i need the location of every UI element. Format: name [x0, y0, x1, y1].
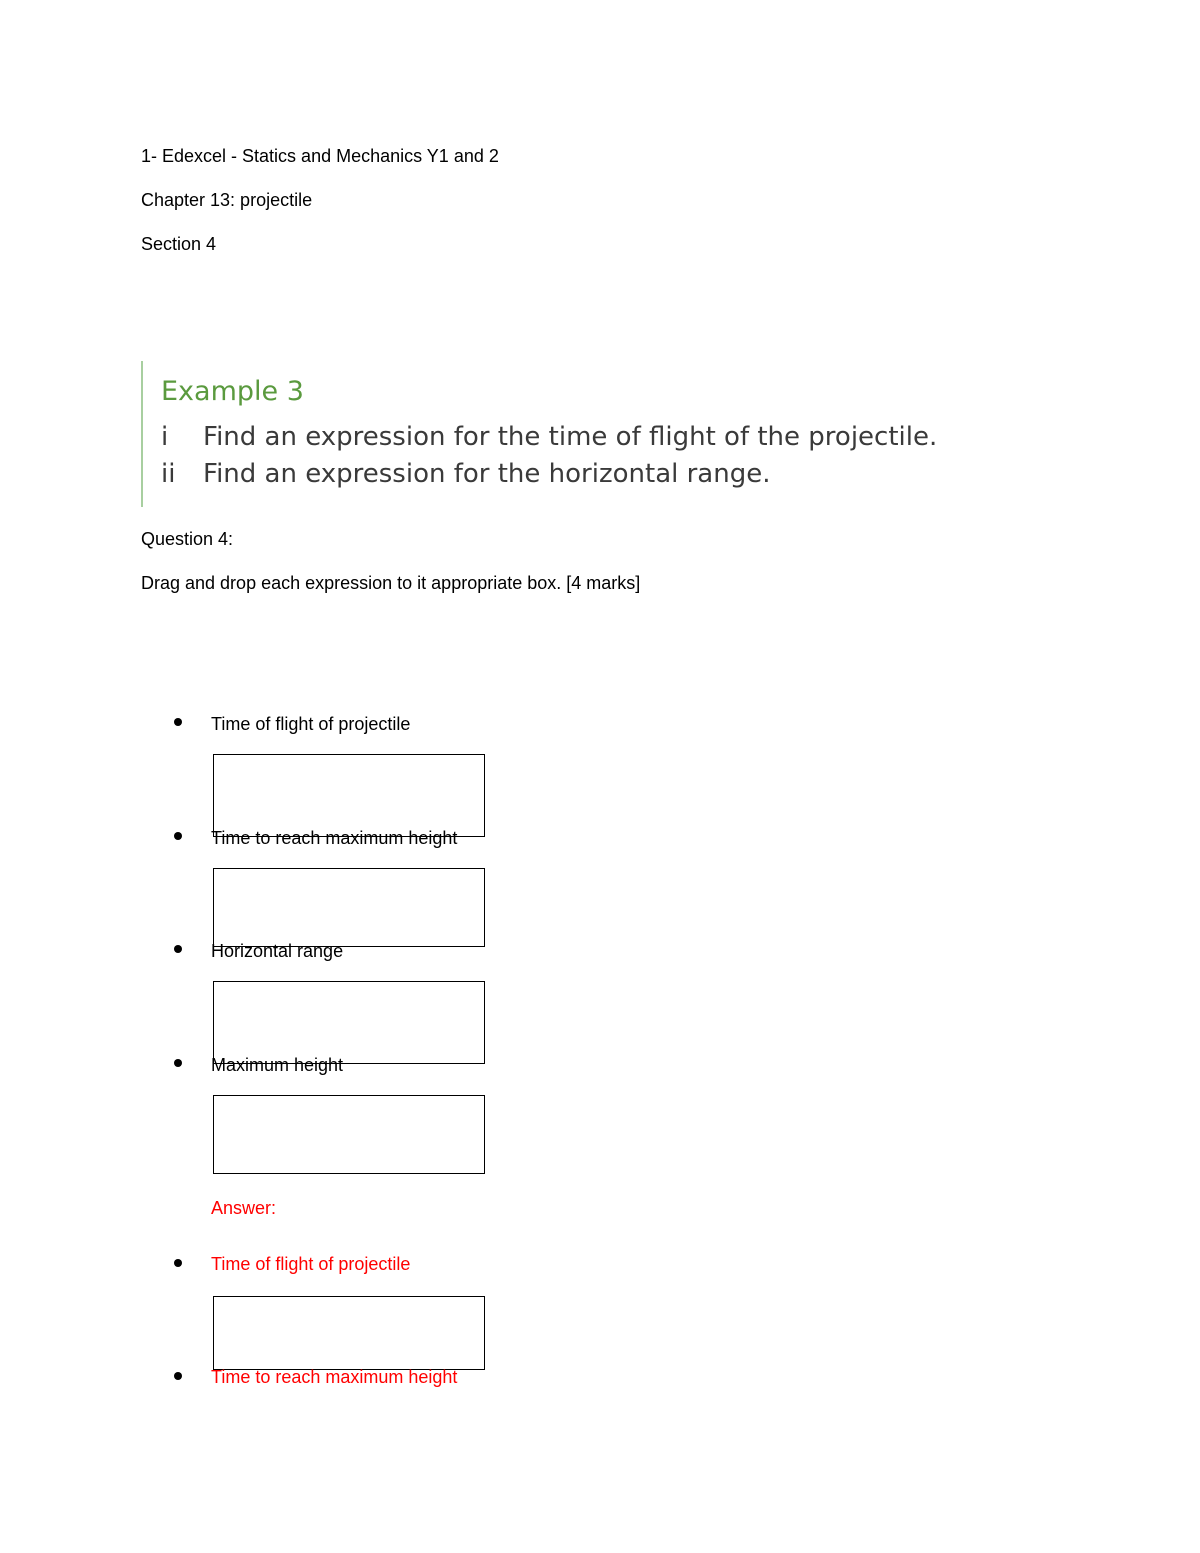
example-item: [161, 458, 770, 490]
example-figure: [141, 361, 1051, 507]
bullet-icon: [174, 1059, 182, 1067]
bullet-icon: [174, 1259, 182, 1267]
drop-box-1[interactable]: [213, 754, 485, 837]
question-item-label: Time to reach maximum height: [211, 828, 458, 848]
drop-box-4[interactable]: [213, 1095, 485, 1174]
bullet-icon: [174, 832, 182, 840]
chapter-title: Chapter 13: projectile: [141, 190, 313, 210]
bullet-icon: [174, 1372, 182, 1380]
answer-item-label: Time to reach maximum height: [211, 1367, 458, 1387]
example-title: Example 3: [161, 376, 304, 407]
drop-box-3[interactable]: [213, 981, 485, 1064]
question-item-label: Time of flight of projectile: [211, 714, 411, 734]
answer-item-label: Time of flight of projectile: [211, 1254, 411, 1274]
bullet-icon: [174, 945, 182, 953]
question-item-label: Maximum height: [211, 1055, 344, 1075]
example-item-number: i: [161, 422, 169, 452]
drop-box-2[interactable]: [213, 868, 485, 947]
example-item: [161, 421, 937, 453]
question-label: Question 4:: [141, 529, 234, 549]
answer-box-1[interactable]: [213, 1296, 485, 1370]
answer-label: Answer:: [211, 1198, 277, 1218]
example-item-text: Find an expression for the time of flight of the projectile.: [203, 422, 938, 452]
question-instruction: Drag and drop each expression to it appropriate box. [4 marks]: [141, 573, 641, 593]
example-item-text: Find an expression for the horizontal range.: [203, 459, 771, 489]
course-title: 1- Edexcel - Statics and Mechanics Y1 and 2: [141, 146, 499, 166]
section-title: Section 4: [141, 234, 217, 254]
example-item-number: ii: [161, 459, 176, 489]
bullet-icon: [174, 718, 182, 726]
question-item-label: Horizontal range: [211, 941, 344, 961]
